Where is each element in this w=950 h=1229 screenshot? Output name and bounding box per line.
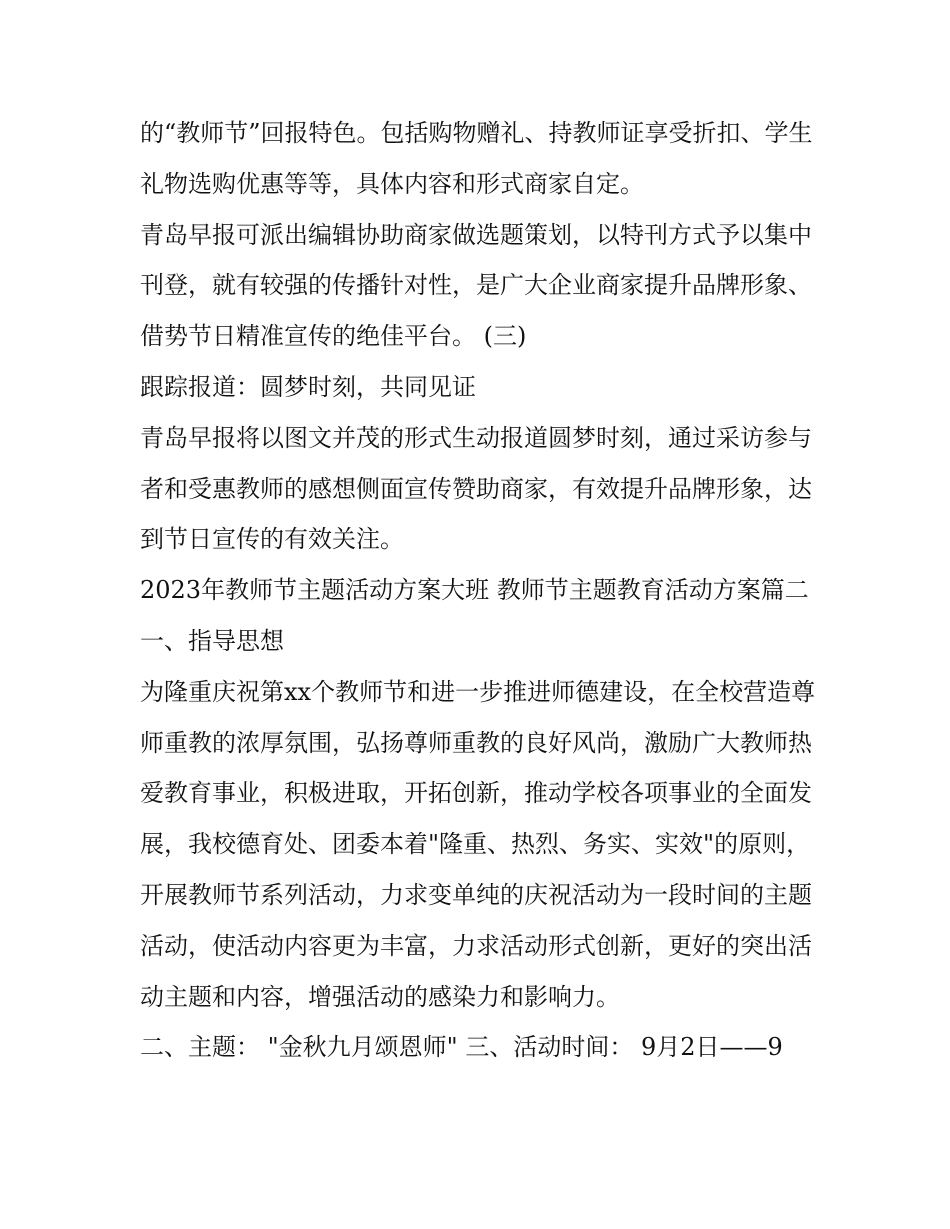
paragraph-guiding-ideology: 为隆重庆祝第xx个教师节和进一步推进师德建设，在全校营造尊师重教的浓厚氛围，弘扬尊师重教的良好风尚，激励广大教师热爱教育事业，积极进取，开拓创新，推动学校各项事业的全面发展，我校德育处、团委本着"隆重、热烈、务实、实效"的原则，开展教师节系列活动，力求变单纯的庆祝活动为一段时间的主题活动，使活动内容更为丰富，力求活动形式创新，更好的突出活动主题和内容，增强活动的感染力和影响力。 [140,677,816,1011]
paragraph-editorial-support: 青岛早报可派出编辑协助商家做选题策划，以特刊方式予以集中刊登，就有较强的传播针对性，是广大企业商家提升品牌形象、借势节日精准宣传的绝佳平台。 (三) [140,220,812,351]
paragraph-follow-up-report: 青岛早报将以图文并茂的形式生动报道圆梦时刻，通过采访参与者和受惠教师的感想侧面宣传赞助商家，有效提升品牌形象，达到节日宣传的有效关注。 [140,423,812,554]
document-body [140,108,820,1073]
paragraph-teachers-day-rewards: 的“教师节”回报特色。包括购物赠礼、持教师证享受折扣、学生礼物选购优惠等等，具体内容和形式商家自定。 [140,119,813,198]
paragraph-plan-title: 2023年教师节主题活动方案大班 教师节主题教育活动方案篇二 一、指导思想 [140,576,809,655]
paragraph-theme-and-time: 二、主题： "金秋九月颂恩师" 三、活动时间： 9月2日——9 [140,1033,783,1062]
paragraph-follow-up-heading: 跟踪报道：圆梦时刻，共同见证 [140,372,476,401]
